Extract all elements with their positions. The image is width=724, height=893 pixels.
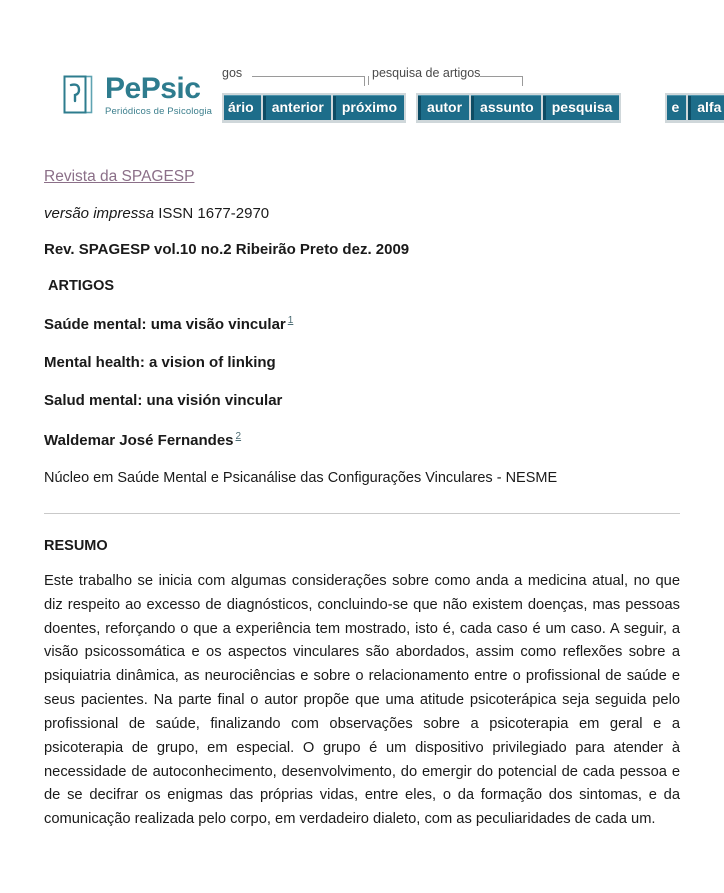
nav-button-serie[interactable]: e [667,95,686,120]
issn-value: ISSN 1677-2970 [158,205,270,222]
article-title-en: Mental health: a vision of linking [44,354,276,371]
print-version-label: versão impressa [44,205,155,222]
scielo-navigation-bar [222,60,722,155]
nav-group-label-search: pesquisa de artigos [372,66,481,80]
nav-bracket-middle [368,76,372,85]
article-title-pt [44,315,680,333]
article-author [44,431,680,449]
nav-group-alphabetical-index [665,93,724,123]
nav-button-autor[interactable]: autor [418,95,469,120]
section-divider [44,513,680,514]
nav-button-assunto[interactable]: assunto [471,95,541,120]
logo-tagline: Periódicos de Psicologia [105,106,213,117]
footnote-marker-1[interactable]: 1 [287,315,294,326]
nav-group-article-navigation [222,93,406,123]
author-name: Waldemar José Fernandes [44,432,234,449]
page-header [0,60,724,155]
nav-button-anterior[interactable]: anterior [263,95,331,120]
book-page-icon [62,74,96,116]
nav-button-pesquisa[interactable]: pesquisa [543,95,620,120]
nav-button-rows [222,93,724,123]
abstract-heading: RESUMO [44,538,108,554]
journal-title-link[interactable]: Revista da SPAGESP [44,168,195,185]
article-content [0,155,724,832]
author-affiliation: Núcleo em Saúde Mental e Psicanálise das Configurações Vinculares - NESME [44,470,558,486]
nav-button-alfa[interactable]: alfa [688,95,724,120]
nav-bracket-left [252,76,365,86]
issue-citation: Rev. SPAGESP vol.10 no.2 Ribeirão Preto dez. 2009 [44,241,410,258]
footnote-marker-2[interactable]: 2 [235,431,242,442]
section-label-artigos: ARTIGOS [48,278,115,294]
logo-text [105,74,212,117]
abstract-text: Este trabalho se inicia com algumas considerações sobre como anda a medicina atual, no que diz respeito ao excesso de diagnósticos, concluindo-se que não existem doenças, mas pessoas doentes, reforçando o que a experiência tem mostrado, isto é, cada caso é um caso. A seguir, a visão psicossomática e os aspectos vinculares são abordados, assim como reflexões sobre a psiquiatria dinâmica, as neurociências e sobre o relacionamento entre o profissional de saúde e seus pacientes. Na parte final o autor propõe que uma atitude psicoterápica seja seguida pelo profissional de saúde, finalizando com observações sobre a psicoterapia em geral e a psicoterapia de grupo, em especial. O grupo é um dispositivo privilegiado para atender à necessidade de autoconhecimento, desenvolvimento, do emergir do potencial de cada pessoa e de se decifrar os enigmas das próprias vidas, entre eles, o da formação dos sintomas, e da comunicação realizada pelo corpo, em verdadeiro dialeto, com as peculiaridades de cada um. [44,573,680,828]
nav-button-sumario[interactable]: ário [224,95,261,120]
nav-bracket-right [480,76,523,86]
nav-group-labels [222,60,722,92]
nav-button-proximo[interactable]: próximo [333,95,404,120]
nav-group-label-articles: gos [222,66,243,80]
nav-group-article-search [416,93,621,123]
article-title-es: Salud mental: una visión vincular [44,392,283,409]
issn-line [44,205,680,222]
logo-wordmark: PePsic [105,72,201,105]
article-title-pt-text: Saúde mental: uma visão vincular [44,316,286,333]
pepsic-logo[interactable] [62,74,212,117]
